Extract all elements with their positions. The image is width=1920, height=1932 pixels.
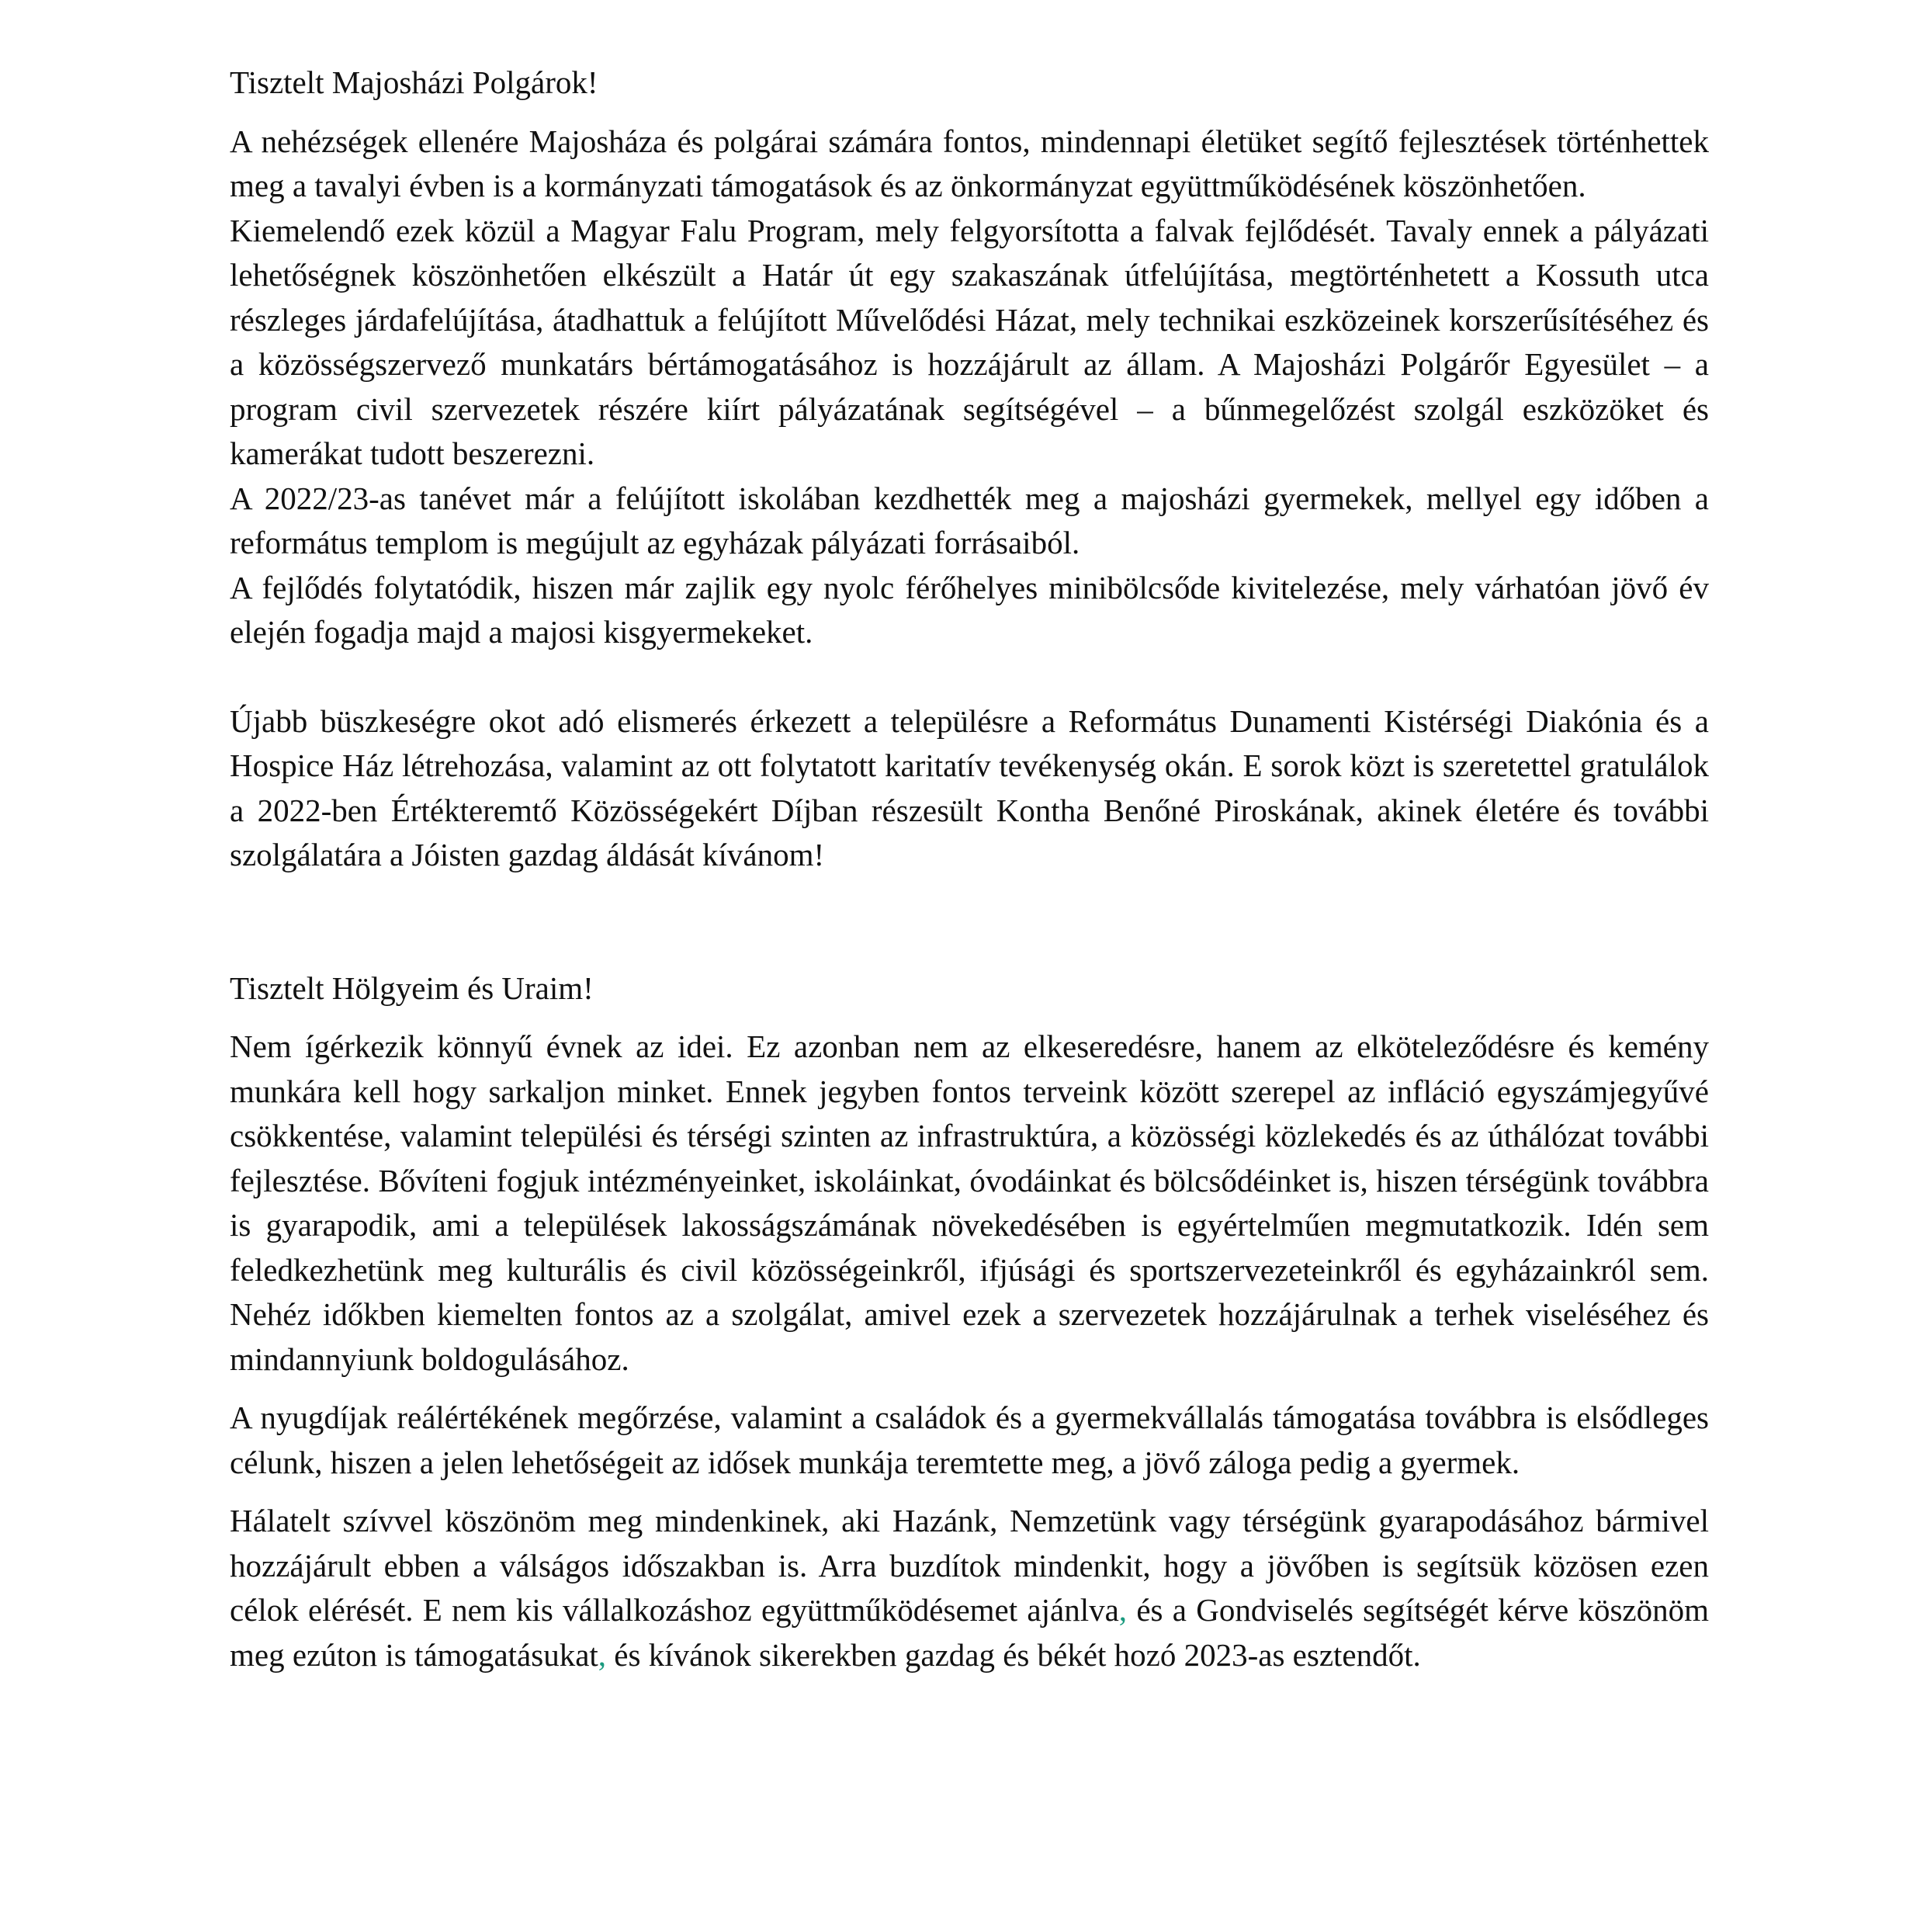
thanks-text-part-b: és a Gondviselés segítségét kérve köszönöm meg ezúton is támogatásukat [230, 1592, 1709, 1673]
paragraph-pensions-families: A nyugdíjak reálértékének megőrzése, valamint a családok és a gyermekvállalás támogatása továbbra is elsődleges célunk, hiszen a jelen lehetőségeit az idősek munkája teremtette meg, a jövő záloga pedig a gyermek. [230, 1400, 1709, 1480]
spacer [230, 655, 1709, 699]
highlighted-comma: , [1118, 1592, 1128, 1628]
paragraph-developments [230, 120, 1709, 655]
greeting-ladies-gentlemen: Tisztelt Hölgyeim és Uraim! [230, 969, 594, 1006]
spacer [230, 1485, 1709, 1499]
paragraph-magyar-falu-program: Kiemelendő ezek közül a Magyar Falu Program, mely felgyorsította a falvak fejlődését. Tavaly ennek a pályázati lehetőségnek köszönhetően elkészült a Határ út egy szakaszának útfelújítása, megtörténhetett a Kossuth utca részleges járdafelújítása, átadhattuk a felújított Művelődési Házat, mely technikai eszközeinek korszerűsítéséhez és a közösségszervező munkatárs bértámogatásához is hozzájárult az állam. A Majosházi Polgárőr Egyesület – a program civil szervezetek részére kiírt pályázatának segítségével – a bűnmegelőzést szolgál eszközöket és kamerákat tudott beszerezni. [230, 212, 1709, 471]
paragraph-recognition: Újabb büszkeségre okot adó elismerés érkezett a településre a Református Dunamenti Kistérségi Diakónia és a Hospice Ház létrehozása, valamint az ott folytatott karitatív tevékenység okán. E sorok közt is szeretettel gratulálok a 2022-ben Értékteremtő Közösségekért Díjban részesült Kontha Benőné Piroskának, akinek életére és további szolgálatára a Jóisten gazdag áldását kívánom! [230, 702, 1709, 872]
paragraph-school-renovation: A 2022/23-as tanévet már a felújított iskolában kezdhették meg a majosházi gyermekek, mellyel egy időben a református templom is megújult az egyházak pályázati forrásaiból. [230, 480, 1709, 560]
thanks-text-part-a: Hálatelt szívvel köszönöm meg mindenkinek, aki Hazánk, Nemzetünk vagy térségünk gyarapodásához bármivel hozzájárult ebben a válságos időszakban is. Arra buzdítok mindenkit, hogy a jövőben is segítsük közösen ezen célok elérését. E nem kis vállalkozáshoz együttműködésemet ajánlva [230, 1503, 1709, 1628]
paragraph-developments-intro: A nehézségek ellenére Majosháza és polgárai számára fontos, mindennapi életüket segítő fejlesztések történhettek meg a tavalyi évben is a kormányzati támogatások és az önkormányzat együttműködésének köszönhetően. [230, 123, 1709, 203]
thanks-text-part-c: és kívánok sikerekben gazdag és békét hozó 2023-as esztendőt. [606, 1636, 1421, 1673]
paragraph-nursery: A fejlődés folytatódik, hiszen már zajlik egy nyolc férőhelyes minibölcsőde kivitelezése, mely várhatóan jövő év elején fogadja majd a majosi kisgyermekeket. [230, 569, 1709, 650]
paragraph-plans: Nem ígérkezik könnyű évnek az idei. Ez azonban nem az elkeseredésre, hanem az elköteleződésre és kemény munkára kell hogy sarkaljon minket. Ennek jegyben fontos terveink között szerepel az infláció egyszámjegyűvé csökkentése, valamint települési és térségi szinten az infrastruktúra, a közösségi közlekedés és az úthálózat további fejlesztése. Bővíteni fogjuk intézményeinket, iskoláinkat, óvodáinkat és bölcsődéinket is, hiszen térségünk továbbra is gyarapodik, ami a települések lakosságszámának növekedésében is egyértelműen megmutatkozik. Idén sem feledkezhetünk meg kulturális és civil közösségeinkről, ifjúsági és sportszervezeteinkről és egyházainkról sem. Nehéz időkben kiemelten fontos az a szolgálat, amivel ezek a szervezetek hozzájárulnak a terhek viseléséhez és mindannyiunk boldogulásához. [230, 1028, 1709, 1377]
spacer [230, 1382, 1709, 1396]
spacer [230, 878, 1709, 966]
highlighted-comma: , [598, 1636, 607, 1673]
greeting-citizens: Tisztelt Majosházi Polgárok! [230, 64, 598, 100]
paragraph-thanks [230, 1499, 1709, 1677]
letter-page [230, 61, 1709, 1677]
